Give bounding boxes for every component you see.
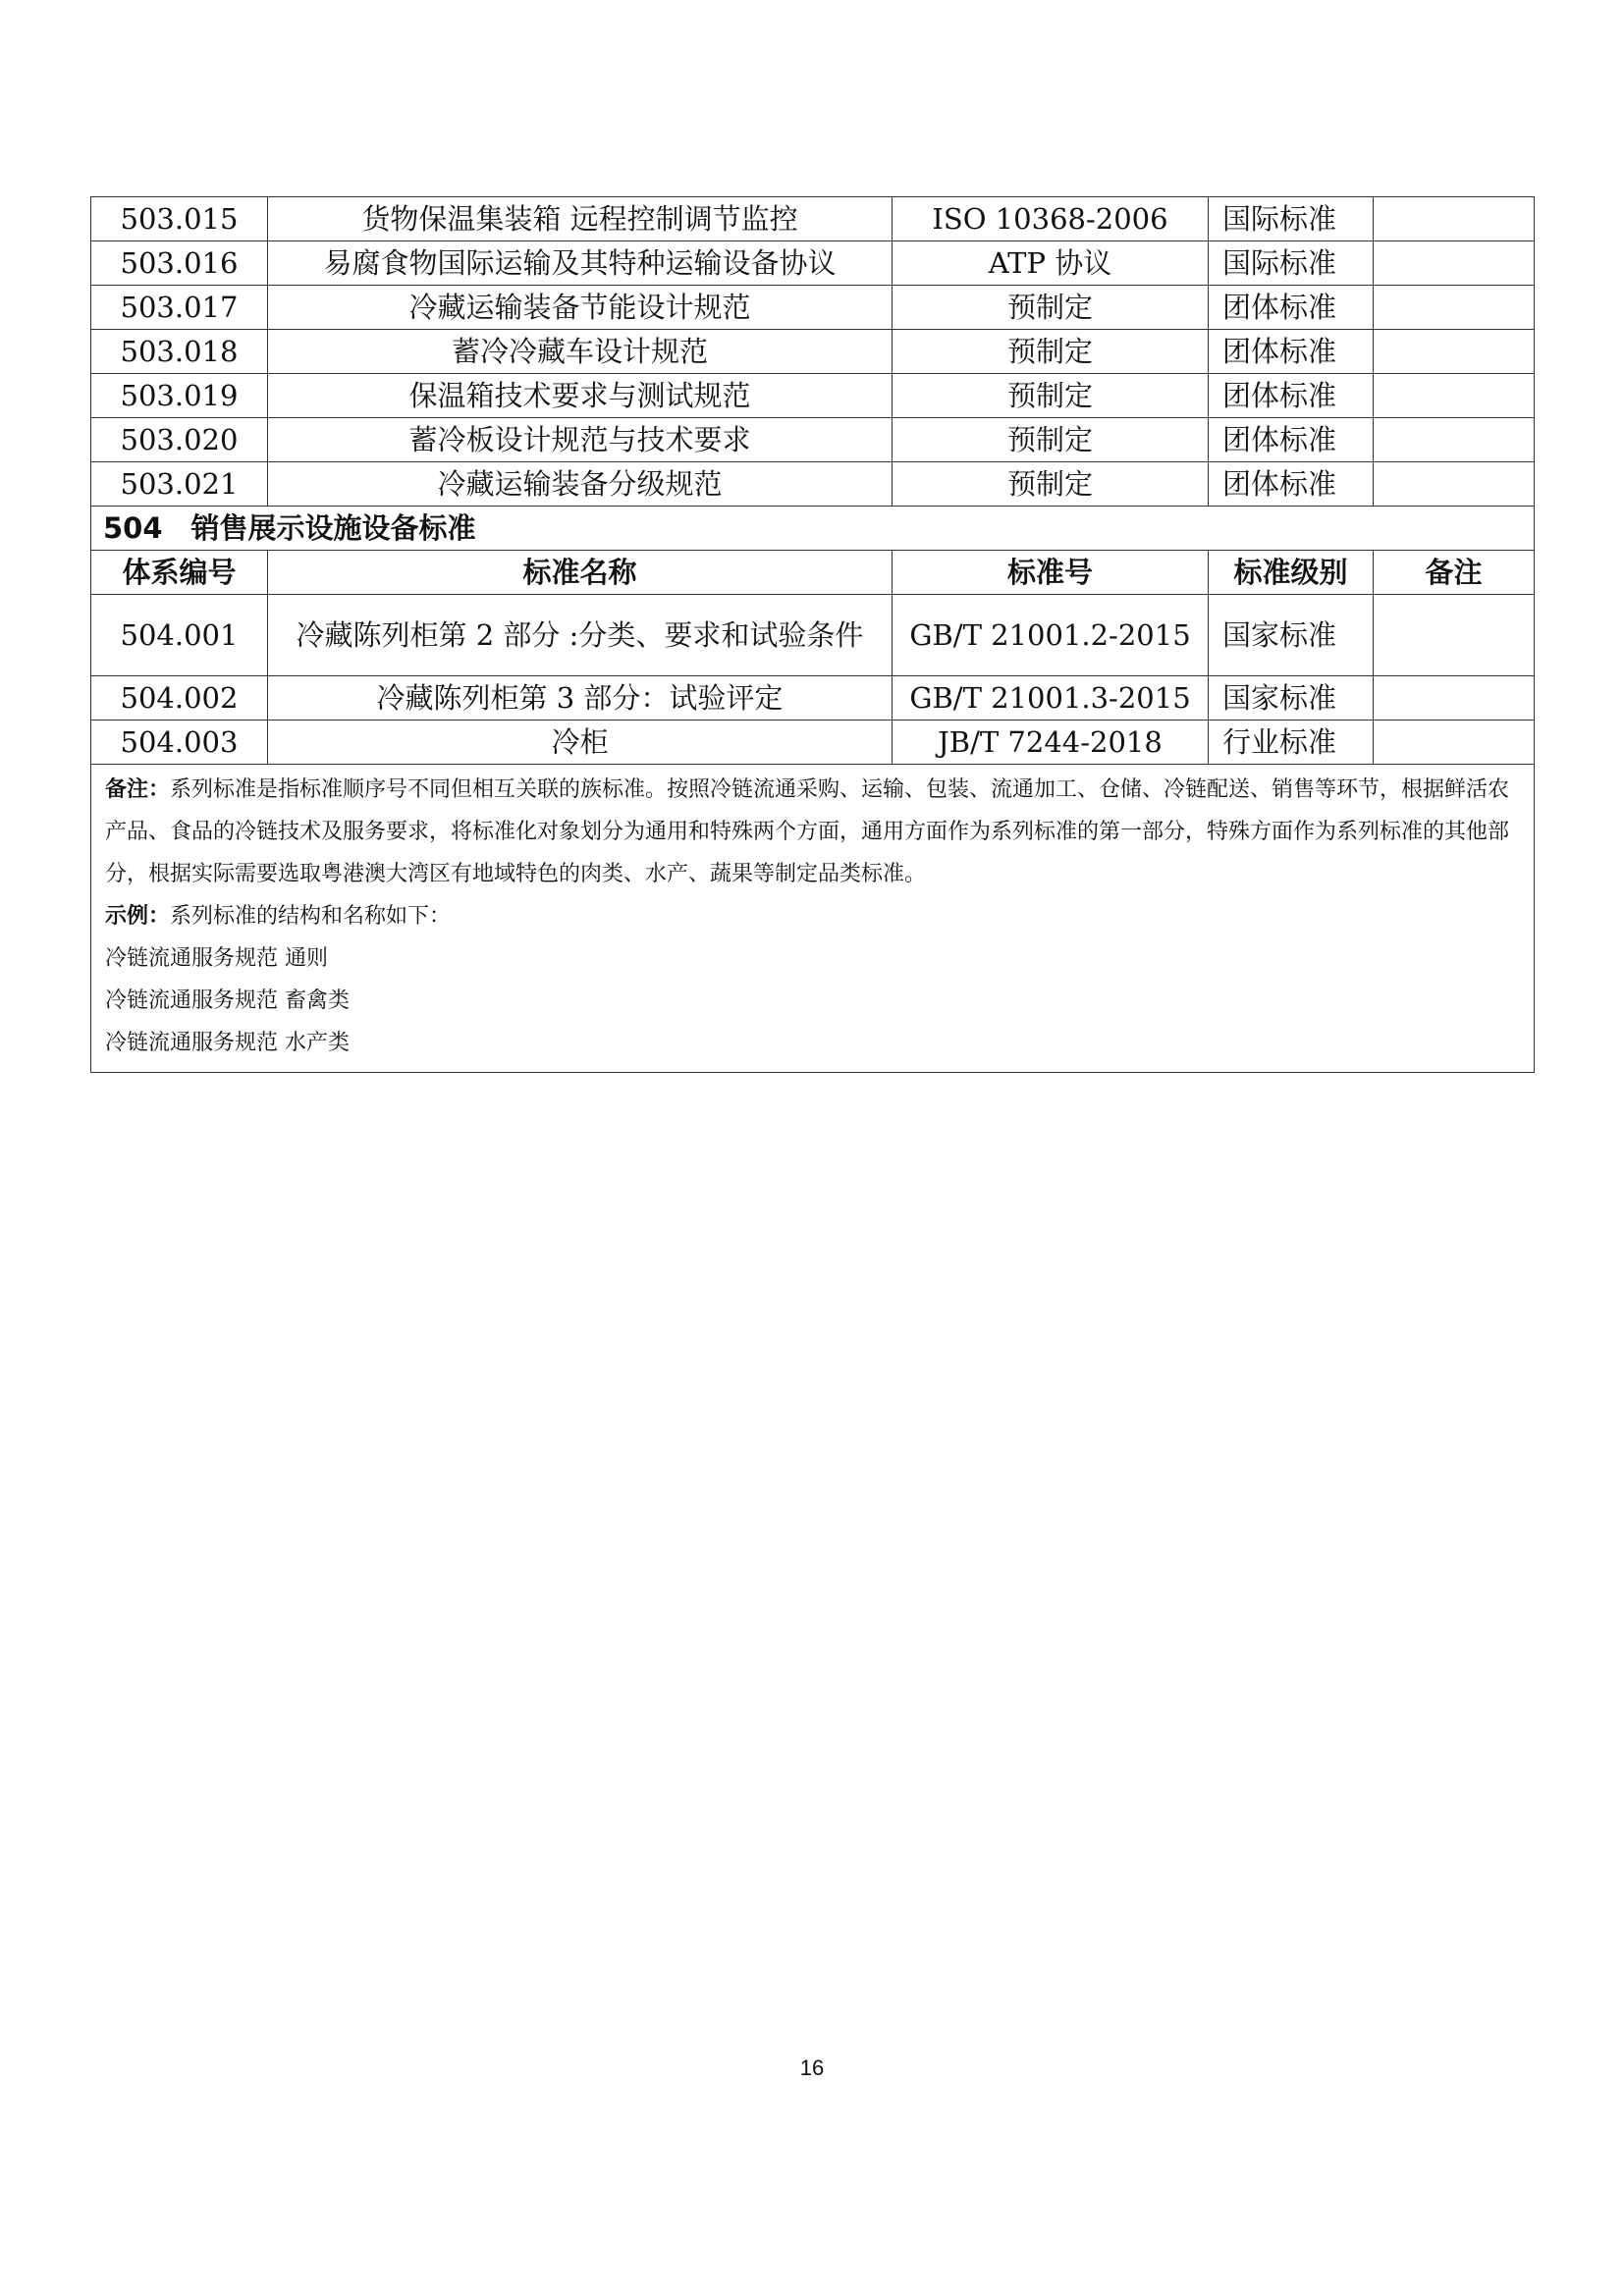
code-cell: 504.002 xyxy=(91,676,268,721)
level-cell: 行业标准 xyxy=(1209,721,1374,765)
remark-cell xyxy=(1374,241,1535,286)
remark-cell xyxy=(1374,595,1535,676)
table-row xyxy=(91,286,1535,330)
remark-cell xyxy=(1374,374,1535,418)
table-row xyxy=(91,595,1535,676)
std-cell: 预制定 xyxy=(893,374,1209,418)
level-cell: 国际标准 xyxy=(1209,197,1374,241)
code-cell: 503.021 xyxy=(91,462,268,507)
name-cell: 冷柜 xyxy=(268,721,893,765)
std-cell: GB/T 21001.2-2015 xyxy=(893,595,1209,676)
example-intro xyxy=(105,895,1520,937)
table-header-row xyxy=(91,551,1535,595)
std-cell: ISO 10368-2006 xyxy=(893,197,1209,241)
level-cell: 国际标准 xyxy=(1209,241,1374,286)
code-cell: 503.017 xyxy=(91,286,268,330)
standards-table xyxy=(90,196,1535,1073)
header-code: 体系编号 xyxy=(91,551,268,595)
name-cell: 保温箱技术要求与测试规范 xyxy=(268,374,893,418)
code-cell: 503.015 xyxy=(91,197,268,241)
level-cell: 团体标准 xyxy=(1209,374,1374,418)
example-text: 系列标准的结构和名称如下： xyxy=(170,904,452,929)
name-cell: 冷藏陈列柜第 2 部分 :分类、要求和试验条件 xyxy=(268,595,893,676)
remark-cell xyxy=(1374,721,1535,765)
note-text: 系列标准是指标准顺序号不同但相互关联的族标准。按照冷链流通采购、运输、包装、流通加工、仓储、冷链配送、销售等环节，根据鲜活农产品、食品的冷链技术及服务要求，将标准化对象划分为通用和特殊两个方面，通用方面作为系列标准的第一部分，特殊方面作为系列标准的其他部分，根据实际需要选取粤港澳大湾区有地域特色的肉类、水产、蔬果等制定品类标准。 xyxy=(105,777,1510,886)
table-row xyxy=(91,418,1535,462)
remark-cell xyxy=(1374,676,1535,721)
code-cell: 503.020 xyxy=(91,418,268,462)
level-cell: 国家标准 xyxy=(1209,676,1374,721)
code-cell: 504.003 xyxy=(91,721,268,765)
std-cell: 预制定 xyxy=(893,286,1209,330)
header-name: 标准名称 xyxy=(268,551,893,595)
example-item: 冷链流通服务规范 通则 xyxy=(105,946,328,971)
table-row xyxy=(91,330,1535,374)
table-row xyxy=(91,676,1535,721)
note-label: 备注： xyxy=(105,777,171,802)
header-level: 标准级别 xyxy=(1209,551,1374,595)
header-std: 标准号 xyxy=(893,551,1209,595)
level-cell: 团体标准 xyxy=(1209,286,1374,330)
example-item: 冷链流通服务规范 水产类 xyxy=(105,1031,350,1055)
code-cell: 504.001 xyxy=(91,595,268,676)
note-row xyxy=(91,765,1535,1073)
remark-cell xyxy=(1374,418,1535,462)
name-cell: 货物保温集装箱 远程控制调节监控 xyxy=(268,197,893,241)
section-heading: 504 销售展示设施设备标准 xyxy=(91,507,1535,551)
code-cell: 503.016 xyxy=(91,241,268,286)
std-cell: JB/T 7244-2018 xyxy=(893,721,1209,765)
table-row xyxy=(91,197,1535,241)
name-cell: 蓄冷冷藏车设计规范 xyxy=(268,330,893,374)
header-remark: 备注 xyxy=(1374,551,1535,595)
note-paragraph xyxy=(105,769,1520,895)
example-item: 冷链流通服务规范 畜禽类 xyxy=(105,988,350,1013)
table-row xyxy=(91,721,1535,765)
std-cell: 预制定 xyxy=(893,418,1209,462)
table-row xyxy=(91,241,1535,286)
name-cell: 冷藏运输装备节能设计规范 xyxy=(268,286,893,330)
std-cell: GB/T 21001.3-2015 xyxy=(893,676,1209,721)
level-cell: 团体标准 xyxy=(1209,418,1374,462)
std-cell: 预制定 xyxy=(893,462,1209,507)
page-number: 16 xyxy=(799,2056,825,2080)
level-cell: 团体标准 xyxy=(1209,330,1374,374)
example-label: 示例： xyxy=(105,904,171,929)
name-cell: 蓄冷板设计规范与技术要求 xyxy=(268,418,893,462)
table-row xyxy=(91,374,1535,418)
std-cell: 预制定 xyxy=(893,330,1209,374)
name-cell: 易腐食物国际运输及其特种运输设备协议 xyxy=(268,241,893,286)
level-cell: 国家标准 xyxy=(1209,595,1374,676)
code-cell: 503.018 xyxy=(91,330,268,374)
name-cell: 冷藏运输装备分级规范 xyxy=(268,462,893,507)
code-cell: 503.019 xyxy=(91,374,268,418)
remark-cell xyxy=(1374,286,1535,330)
remark-cell xyxy=(1374,197,1535,241)
table-row xyxy=(91,462,1535,507)
level-cell: 团体标准 xyxy=(1209,462,1374,507)
std-cell: ATP 协议 xyxy=(893,241,1209,286)
section-heading-row xyxy=(91,507,1535,551)
remark-cell xyxy=(1374,462,1535,507)
note-cell xyxy=(91,765,1535,1073)
remark-cell xyxy=(1374,330,1535,374)
name-cell: 冷藏陈列柜第 3 部分：试验评定 xyxy=(268,676,893,721)
